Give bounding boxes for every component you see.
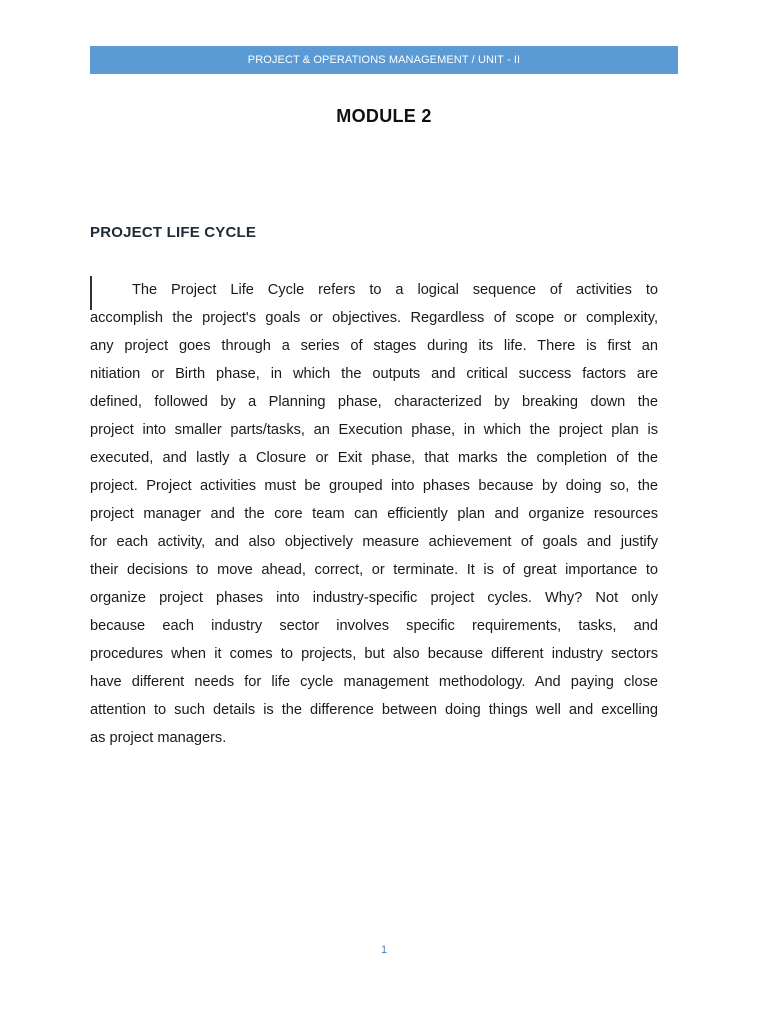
- paragraph-line: as project managers.: [90, 730, 227, 746]
- paragraph-line: executed, and lastly a Closure or Exit phase, that marks the completion of the: [90, 450, 658, 466]
- paragraph-line: organize project phases into industry-specific project cycles. Why? Not only: [90, 590, 658, 606]
- paragraph-line: project. Project activities must be grouped into phases because by doing so, the: [90, 478, 658, 494]
- paragraph-line: defined, followed by a Planning phase, characterized by breaking down the: [90, 394, 658, 410]
- section-heading: PROJECT LIFE CYCLE: [90, 224, 257, 241]
- paragraph-line: their decisions to move ahead, correct, or terminate. It is of great importance to: [90, 562, 658, 578]
- body-paragraph: [90, 276, 658, 752]
- paragraph-line: because each industry sector involves specific requirements, tasks, and: [90, 618, 658, 634]
- header-title: PROJECT & OPERATIONS MANAGEMENT / UNIT - II: [247, 54, 521, 66]
- module-title: MODULE 2: [336, 106, 432, 126]
- page-number: 1: [380, 944, 388, 956]
- paragraph-line: project into smaller parts/tasks, an Execution phase, in which the project plan is: [90, 422, 658, 438]
- paragraph-line: for each activity, and also objectively measure achievement of goals and justify: [90, 534, 658, 550]
- paragraph-line: accomplish the project's goals or objectives. Regardless of scope or complexity,: [90, 310, 658, 326]
- paragraph-line: have different needs for life cycle management methodology. And paying close: [90, 674, 658, 690]
- paragraph-line: any project goes through a series of stages during its life. There is first an: [90, 338, 658, 354]
- paragraph-line: The Project Life Cycle refers to a logical sequence of activities to: [132, 282, 658, 298]
- paragraph-line: nitiation or Birth phase, in which the outputs and critical success factors are: [90, 366, 658, 382]
- paragraph-line: procedures when it comes to projects, but also because different industry sectors: [90, 646, 658, 662]
- paragraph-line: project manager and the core team can efficiently plan and organize resources: [90, 506, 658, 522]
- page-header-bar: [90, 46, 678, 74]
- paragraph-line: attention to such details is the difference between doing things well and excelling: [90, 702, 658, 718]
